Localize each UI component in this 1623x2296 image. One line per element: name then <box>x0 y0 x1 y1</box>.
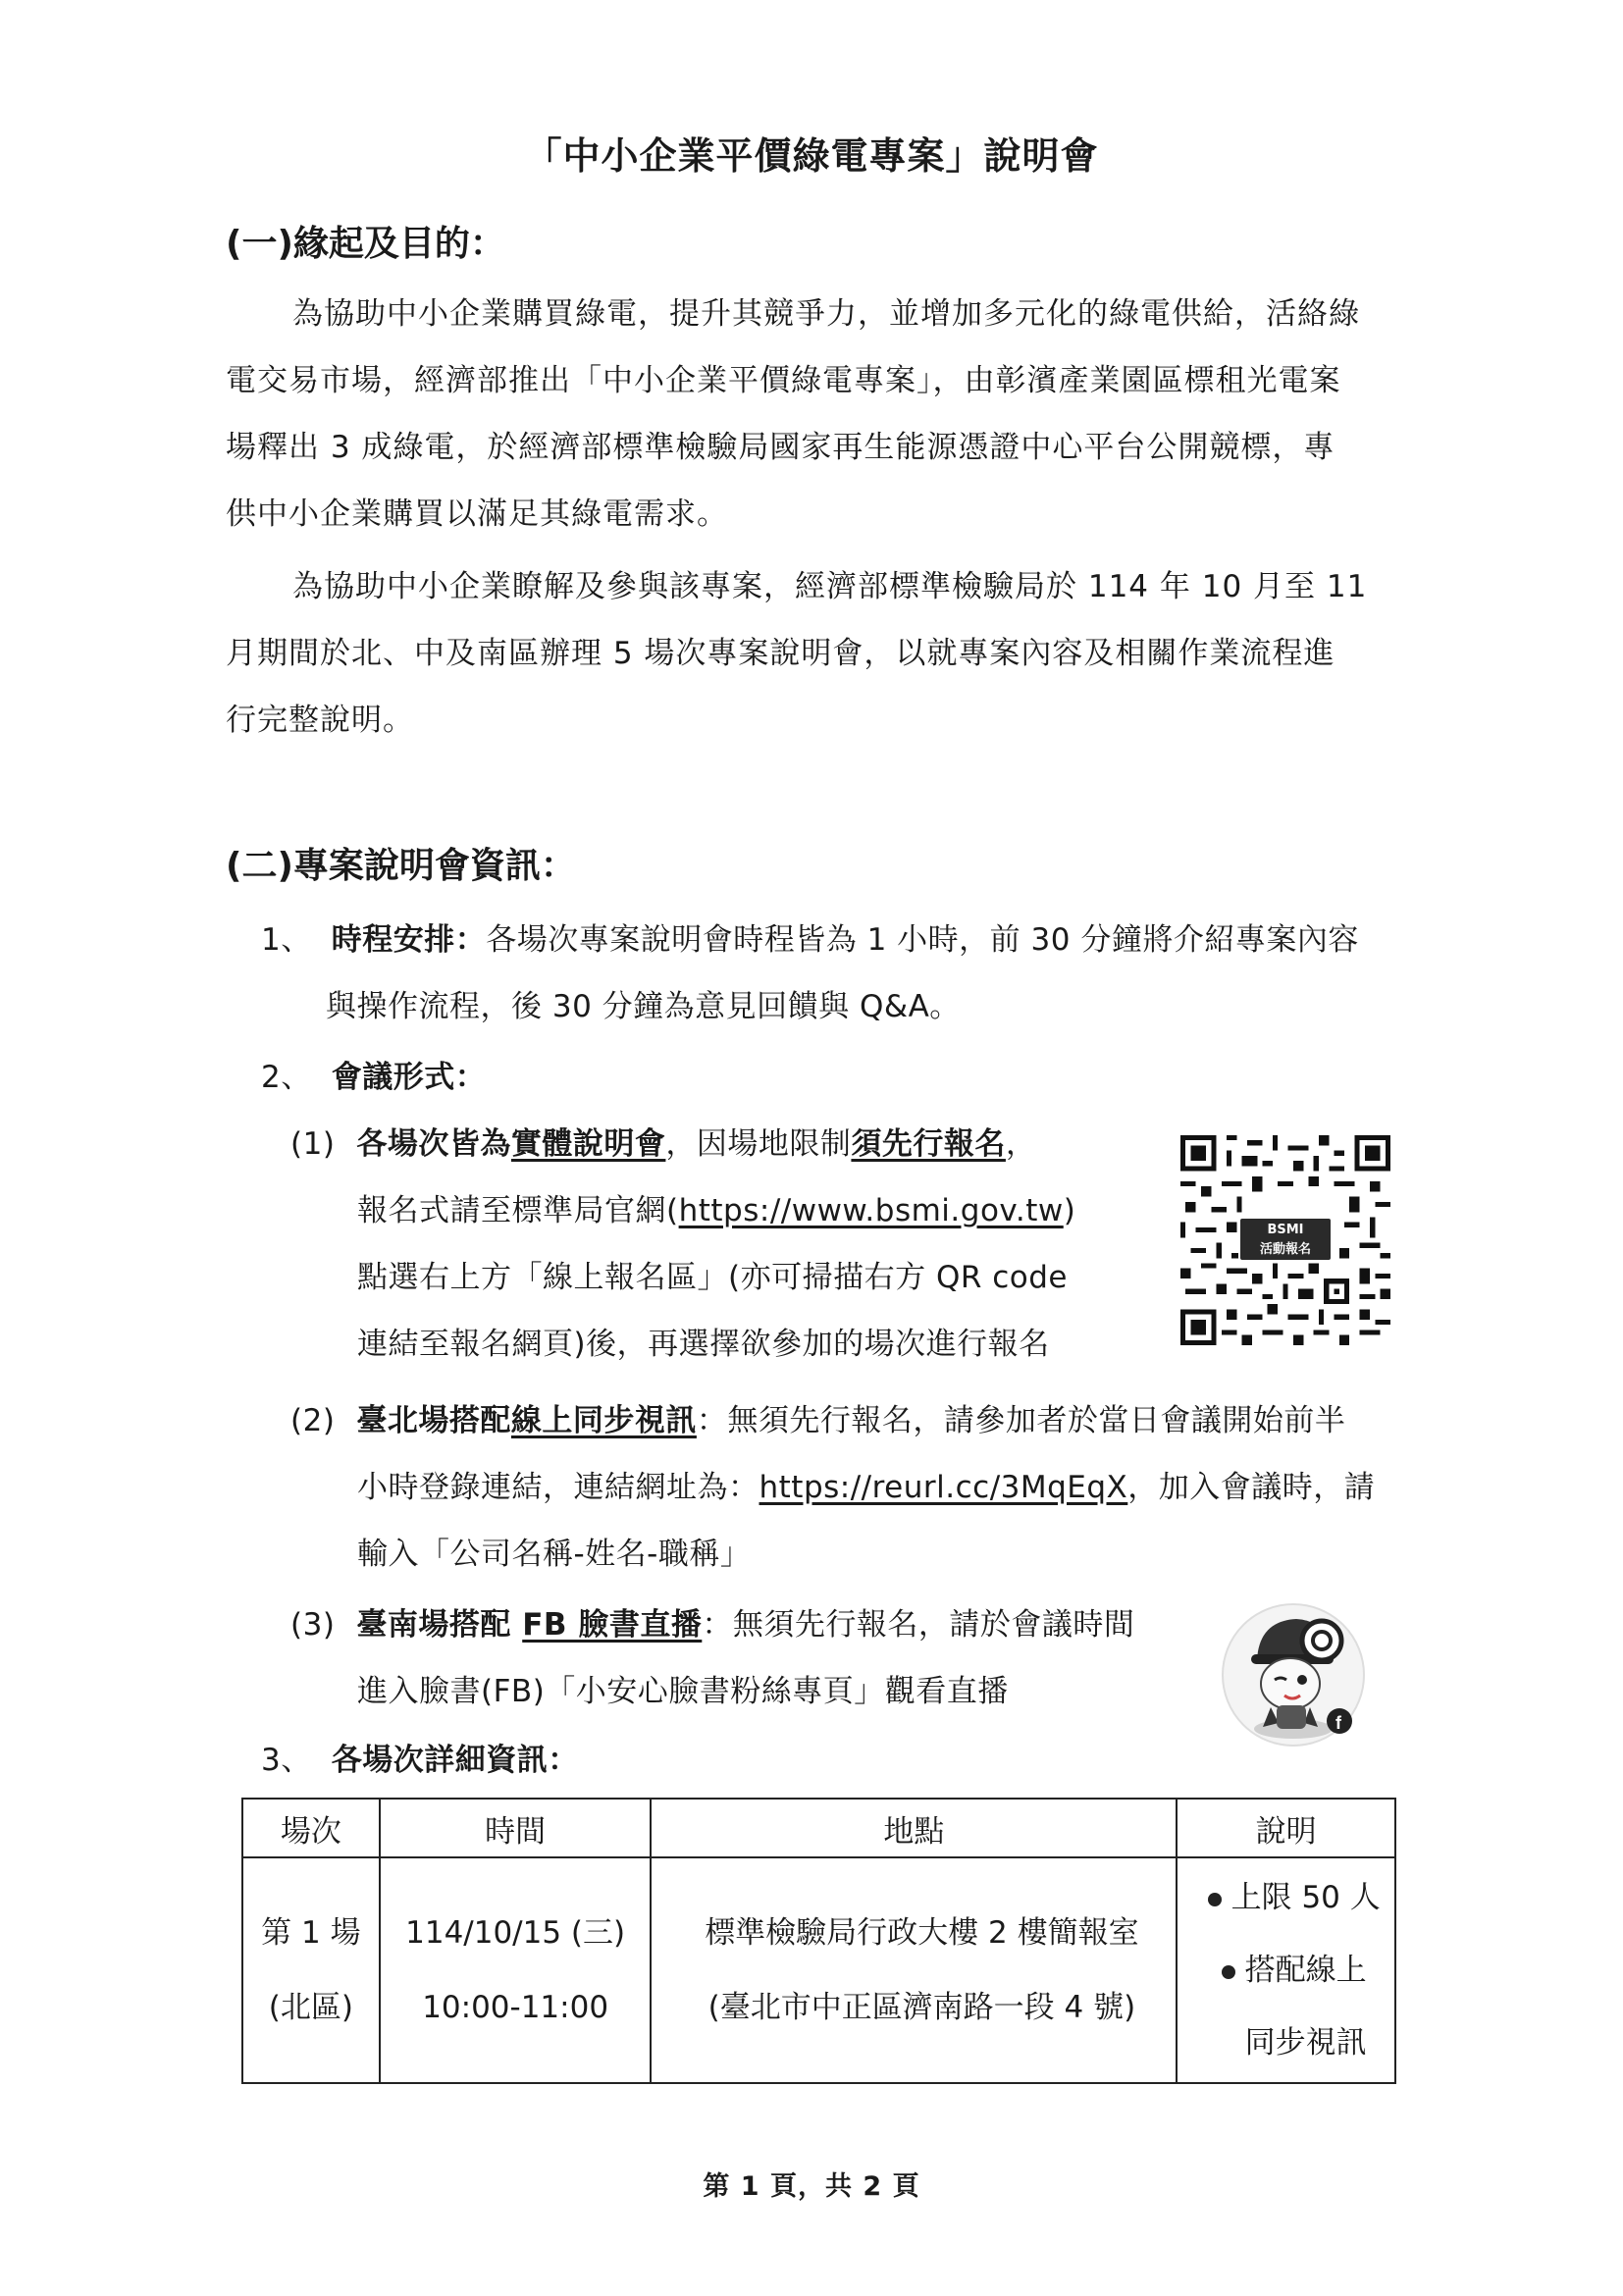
item3-label: 各場次詳細資訊： <box>331 1743 579 1778</box>
sub3-line2: 進入臉書(FB)「小安心臉書粉絲專頁」觀看直播 <box>357 1674 1009 1709</box>
cell-notes <box>1177 1857 1395 2083</box>
header-session: 場次 <box>242 1799 380 1857</box>
qr-center-label <box>1238 1217 1333 1262</box>
header-notes: 說明 <box>1177 1799 1395 1857</box>
bullet-icon <box>1222 1965 1235 1979</box>
session-line1: 第 1 場 <box>261 1915 361 1951</box>
p1-line2: 電交易市場，經濟部推出「中小企業平價綠電專案」，由彰濱產業園區標租光電案 <box>226 363 1341 398</box>
location-line1: 標準檢驗局行政大樓 2 樓簡報室 <box>705 1915 1139 1951</box>
sub1-line1 <box>290 1111 1036 1177</box>
p1-line4: 供中小企業購買以滿足其綠電需求。 <box>226 496 728 532</box>
cell-session <box>242 1857 380 2083</box>
time-line1: 114/10/15 (三) <box>405 1915 626 1951</box>
table-row <box>242 1857 1395 2083</box>
sub1-number: (1) <box>290 1126 336 1162</box>
sub1-end: ， <box>1005 1126 1037 1162</box>
sub3-text1: ：無須先行報名，請於會議時間 <box>702 1607 1135 1643</box>
qr-label-line1: BSMI <box>1267 1223 1304 1237</box>
header-location: 地點 <box>651 1799 1177 1857</box>
p2-line1: 為協助中小企業瞭解及參與該專案，經濟部標準檢驗局於 114 年 10 月至 11 <box>292 569 1368 604</box>
svg-text:f: f <box>1335 1713 1341 1733</box>
sub1-l2b: ) <box>1063 1193 1076 1228</box>
item1-text1: 各場次專案說明會時程皆為 1 小時，前 30 分鐘將介紹專案內容 <box>486 922 1359 958</box>
sub1-line3: 點選右上方「線上報名區」(亦可掃描右方 QR code <box>357 1260 1069 1295</box>
item2-number: 2、 <box>261 1060 312 1095</box>
sub3-underline1: FB 臉書直播 <box>522 1607 703 1643</box>
p1-line3: 場釋出 3 成綠電，於經濟部標準檢驗局國家再生能源憑證中心平台公開競標，專 <box>226 430 1335 465</box>
item1-number: 1、 <box>261 922 312 958</box>
bsmi-link[interactable]: https://www.bsmi.gov.tw <box>678 1193 1064 1228</box>
sub1-underline1: 實體說明會 <box>510 1126 666 1162</box>
sub3-line1 <box>290 1592 1134 1658</box>
sub1-line4: 連結至報名網頁)後，再選擇欲參加的場次進行報名 <box>357 1327 1050 1362</box>
cell-location <box>651 1857 1177 2083</box>
note-2: 搭配線上 <box>1244 1953 1367 1988</box>
p2-line3: 行完整說明。 <box>226 703 414 738</box>
sub2-underline1: 線上同步視訊 <box>510 1403 697 1438</box>
p1-line1: 為協助中小企業購買綠電，提升其競爭力，並增加多元化的綠電供給，活絡綠 <box>292 296 1360 332</box>
section2-heading: (二)專案說明會資訊： <box>226 846 576 886</box>
reurl-link[interactable]: https://reurl.cc/3MqEqX <box>759 1470 1128 1505</box>
item1-text2: 與操作流程，後 30 分鐘為意見回饋與 Q&A。 <box>326 989 961 1024</box>
section1-heading: (一)緣起及目的： <box>226 224 505 264</box>
item3-number: 3、 <box>261 1743 312 1778</box>
sub2-line3: 輸入「公司名稱-姓名-職稱」 <box>357 1537 752 1572</box>
item2-line <box>261 1044 486 1111</box>
note-item <box>1193 1861 1394 1934</box>
p2-line2: 月期間於北、中及南區辦理 5 場次專案說明會，以就專案內容及相關作業流程進 <box>226 636 1335 671</box>
qr-label-line2: 活動報名 <box>1259 1242 1311 1257</box>
page-title: 「中小企業平價綠電專案」說明會 <box>524 134 1099 178</box>
item1-label: 時程安排： <box>331 922 487 958</box>
sub2-number: (2) <box>290 1403 336 1438</box>
sub1-underline2: 須先行報名 <box>851 1126 1006 1162</box>
sub3-number: (3) <box>290 1607 336 1643</box>
note-1: 上限 50 人 <box>1230 1880 1381 1915</box>
sub2-text1: ：無須先行報名，請參加者於當日會議開始前半 <box>696 1403 1346 1438</box>
sub2-l2b: ，加入會議時，請 <box>1127 1470 1376 1505</box>
sub2-pre: 臺北場搭配 <box>356 1403 511 1438</box>
header-time: 時間 <box>380 1799 652 1857</box>
sub2-l2a: 小時登錄連結，連結網址為： <box>357 1470 759 1505</box>
cell-time <box>380 1857 652 2083</box>
note-item <box>1193 1934 1394 2007</box>
page-footer: 第 1 頁，共 2 頁 <box>703 2171 920 2202</box>
session-line2: (北區) <box>268 1990 353 2025</box>
note-3: 同步視訊 <box>1244 2025 1367 2061</box>
sub2-line1 <box>290 1387 1345 1454</box>
session-table <box>241 1798 1396 2084</box>
sub1-pre: 各場次皆為 <box>356 1126 511 1162</box>
sub1-line2 <box>357 1177 1075 1244</box>
time-line2: 10:00-11:00 <box>422 1990 609 2025</box>
mascot-fb-image[interactable] <box>1220 1601 1367 1748</box>
table-header-row <box>242 1799 1395 1857</box>
bullet-icon <box>1208 1893 1222 1906</box>
sub1-l2a: 報名式請至標準局官網( <box>357 1193 679 1228</box>
section1-paragraph2 <box>226 553 1403 754</box>
item3-line <box>261 1727 579 1794</box>
item1-line1 <box>261 907 1359 973</box>
section1-paragraph1 <box>226 281 1403 548</box>
location-line2: (臺北市中正區濟南路一段 4 號) <box>707 1990 1136 2025</box>
sub3-pre: 臺南場搭配 <box>356 1607 523 1643</box>
sub1-mid: ，因場地限制 <box>665 1126 852 1162</box>
sub2-line2 <box>357 1454 1375 1521</box>
item2-label: 會議形式： <box>331 1060 487 1095</box>
